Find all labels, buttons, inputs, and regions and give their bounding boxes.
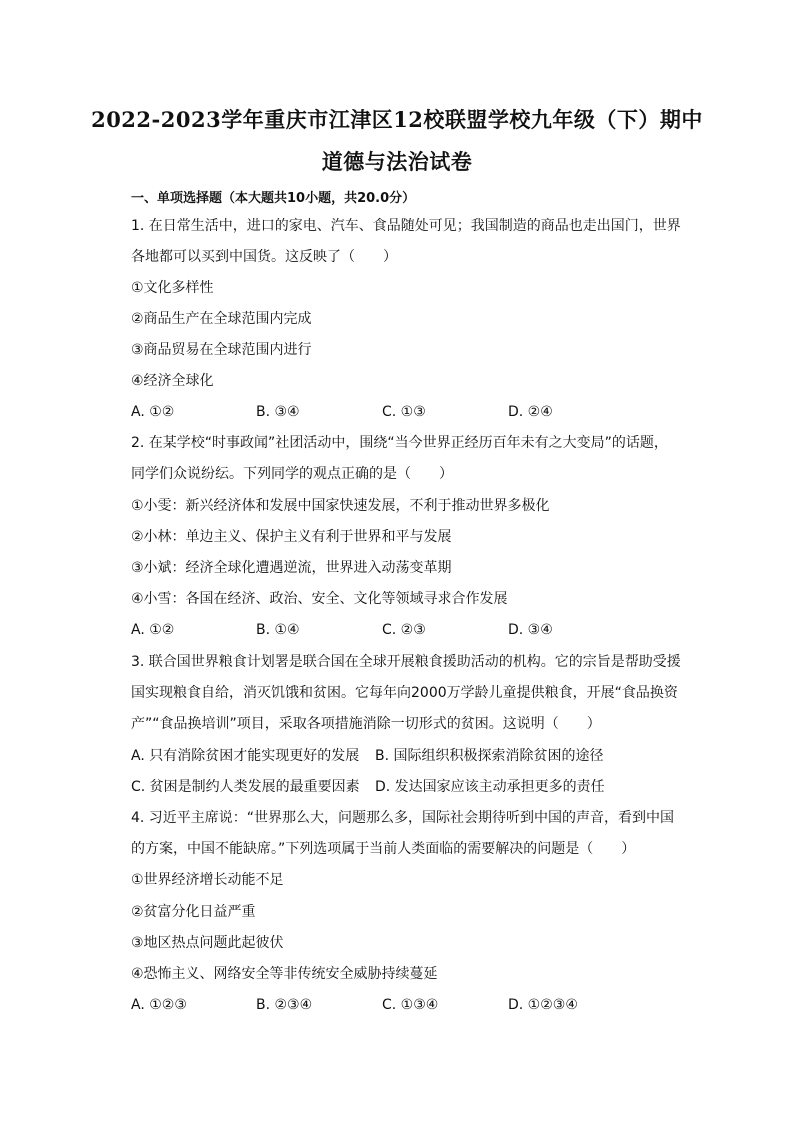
q1-stem-line1: 1. 在日常生活中，进口的家电、汽车、食品随处可见；我国制造的商品也走出国门，世界: [131, 218, 681, 234]
q2-option-d[interactable]: D. ③④: [508, 622, 553, 638]
q1-option-c[interactable]: C. ①③: [382, 404, 426, 420]
q2-stem-line1: 2. 在某学校“时事政闻”社团活动中，围绕“当今世界正经历百年未有之大变局”的话题，: [131, 435, 668, 451]
q1-item-4: ④经济全球化: [131, 373, 214, 389]
q3-stem-line3: 产”“食品换培训”项目，采取各项措施消除一切形式的贫困。这说明（ ）: [131, 716, 601, 732]
exam-title-line1: 2022-2023学年重庆市江津区12校联盟学校九年级（下）期中: [91, 107, 703, 132]
q3-option-c[interactable]: C. 贫困是制约人类发展的最重要因素: [131, 779, 360, 795]
q4-option-d[interactable]: D. ①②③④: [508, 997, 578, 1013]
q3-option-d[interactable]: D. 发达国家应该主动承担更多的责任: [375, 779, 605, 795]
q2-item-3: ③小斌：经济全球化遭遇逆流，世界进入动荡变革期: [131, 560, 452, 576]
q1-option-d[interactable]: D. ②④: [508, 404, 553, 420]
q1-stem-line2: 各地都可以买到中国货。这反映了（ ）: [131, 249, 397, 265]
q4-stem-line1: 4. 习近平主席说：“世界那么大，问题那么多，国际社会期待听到中国的声音，看到中国: [131, 810, 675, 826]
q2-item-2: ②小林：单边主义、保护主义有利于世界和平与发展: [131, 529, 452, 545]
section-heading: 一、单项选择题（本大题共10小题，共20.0分）: [131, 191, 416, 206]
q1-option-a[interactable]: A. ①②: [131, 404, 175, 420]
q2-option-a[interactable]: A. ①②: [131, 622, 175, 638]
q4-item-4: ④恐怖主义、网络安全等非传统安全威胁持续蔓延: [131, 966, 438, 982]
q4-option-a[interactable]: A. ①②③: [131, 997, 187, 1013]
exam-title-line2: 道德与法治试卷: [321, 149, 473, 174]
q4-item-1: ①世界经济增长动能不足: [131, 872, 284, 888]
q3-option-a[interactable]: A. 只有消除贫困才能实现更好的发展: [131, 748, 360, 764]
q4-option-c[interactable]: C. ①③④: [382, 997, 439, 1013]
q4-stem-line2: 的方案，中国不能缺席。”下列选项属于当前人类面临的需要解决的问题是（ ）: [131, 841, 636, 857]
q1-item-1: ①文化多样性: [131, 280, 214, 296]
q2-option-b[interactable]: B. ①④: [256, 622, 300, 638]
q3-stem-line2: 国实现粮食自给，消灭饥饿和贫困。它每年向2000万学龄儿童提供粮食，开展“食品换资: [131, 685, 678, 701]
q4-option-b[interactable]: B. ②③④: [256, 997, 313, 1013]
q2-item-1: ①小雯：新兴经济体和发展中国家快速发展，不利于推动世界多极化: [131, 498, 550, 514]
q4-item-2: ②贫富分化日益严重: [131, 904, 256, 920]
q4-item-3: ③地区热点问题此起彼伏: [131, 935, 284, 951]
q1-option-b[interactable]: B. ③④: [256, 404, 300, 420]
q3-stem-line1: 3. 联合国世界粮食计划署是联合国在全球开展粮食援助活动的机构。它的宗旨是帮助受援: [131, 654, 681, 670]
q1-item-2: ②商品生产在全球范围内完成: [131, 311, 312, 327]
q2-stem-line2: 同学们众说纷纭。下列同学的观点正确的是（ ）: [131, 466, 453, 482]
q2-item-4: ④小雪：各国在经济、政治、安全、文化等领域寻求合作发展: [131, 591, 508, 607]
q1-item-3: ③商品贸易在全球范围内进行: [131, 342, 312, 358]
q2-option-c[interactable]: C. ②③: [382, 622, 426, 638]
q3-option-b[interactable]: B. 国际组织积极探索消除贫困的途径: [375, 748, 604, 764]
